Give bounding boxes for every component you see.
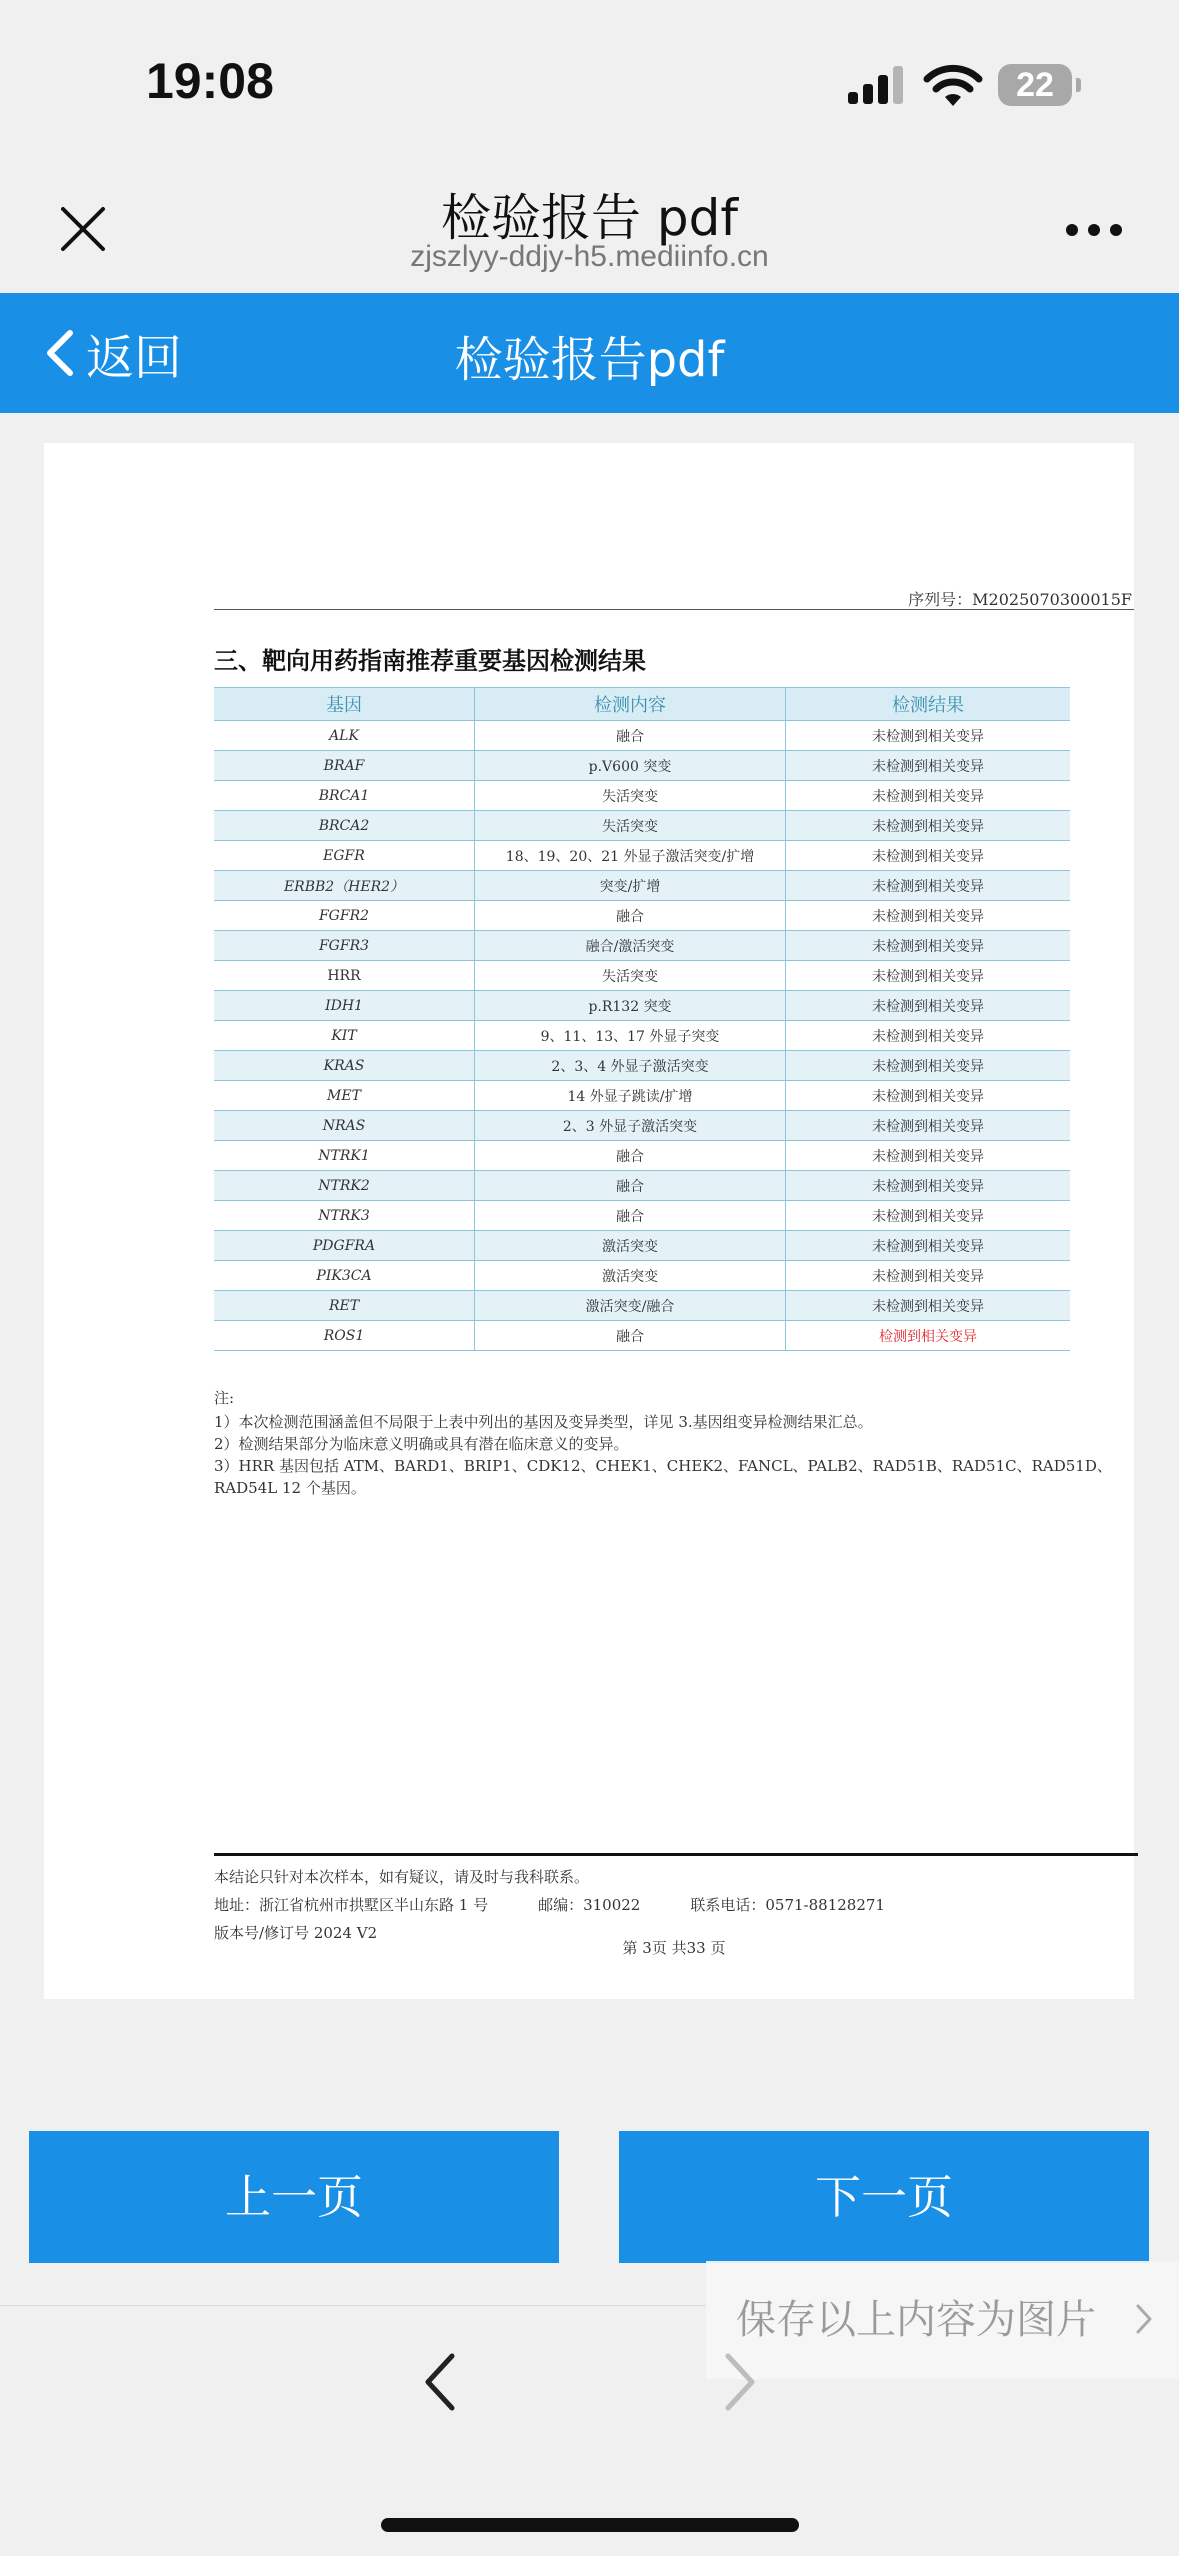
- back-label: 返回: [86, 329, 183, 386]
- page-number: 第 3页 共33 页: [622, 1939, 726, 1957]
- footer-disclaimer: 本结论只针对本次样本，如有疑议，请及时与我科联系。: [214, 1868, 590, 1886]
- content-cell: p.R132 突变: [475, 991, 786, 1021]
- chevron-right-icon: [1135, 2303, 1153, 2335]
- result-cell: 未检测到相关变异: [786, 721, 1071, 751]
- result-cell: 未检测到相关变异: [786, 811, 1071, 841]
- column-header: 检测内容: [475, 688, 786, 721]
- gene-cell: BRCA2: [214, 811, 475, 841]
- gene-cell: KIT: [214, 1021, 475, 1051]
- result-cell: 未检测到相关变异: [786, 1171, 1071, 1201]
- gene-result-table: [214, 687, 1070, 1351]
- gene-cell: FGFR3: [214, 931, 475, 961]
- gene-cell: FGFR2: [214, 901, 475, 931]
- column-header: 检测结果: [786, 688, 1071, 721]
- table-row: [214, 1081, 1070, 1111]
- result-cell: 未检测到相关变异: [786, 841, 1071, 871]
- table-row: [214, 841, 1070, 871]
- table-row: [214, 811, 1070, 841]
- gene-cell: NRAS: [214, 1111, 475, 1141]
- header-divider: [214, 609, 1134, 610]
- gene-cell: KRAS: [214, 1051, 475, 1081]
- result-cell: 未检测到相关变异: [786, 781, 1071, 811]
- content-cell: 融合: [475, 1201, 786, 1231]
- content-cell: 突变/扩增: [475, 871, 786, 901]
- result-cell: 未检测到相关变异: [786, 1081, 1071, 1111]
- result-cell: 未检测到相关变异: [786, 991, 1071, 1021]
- content-cell: 9、11、13、17 外显子突变: [475, 1021, 786, 1051]
- note-item: 3）HRR 基因包括 ATM、BARD1、BRIP1、CDK12、CHEK1、CHEK2、FANCL、PALB2、RAD51B、RAD51C、RAD51D、RAD54L 12 个基因。: [214, 1457, 1112, 1497]
- table-row: [214, 1291, 1070, 1321]
- gene-cell: HRR: [214, 961, 475, 991]
- content-cell: 14 外显子跳读/扩增: [475, 1081, 786, 1111]
- next-page-button[interactable]: 下一页: [619, 2131, 1149, 2263]
- battery-indicator: [998, 64, 1084, 108]
- gene-cell: NTRK1: [214, 1141, 475, 1171]
- table-row: [214, 1321, 1070, 1351]
- cellular-signal-icon: [846, 64, 908, 108]
- notes-section: [214, 1387, 1134, 1499]
- column-header: 基因: [214, 688, 475, 721]
- result-cell: 未检测到相关变异: [786, 931, 1071, 961]
- table-row: [214, 901, 1070, 931]
- note-item: 2）检测结果部分为临床意义明确或具有潜在临床意义的变异。: [214, 1435, 629, 1453]
- table-row: [214, 871, 1070, 901]
- content-cell: 激活突变: [475, 1261, 786, 1291]
- footer-contact-row: [214, 1891, 1134, 1919]
- status-time: 19:08: [146, 53, 274, 109]
- footer-phone: 联系电话：0571-88128271: [690, 1896, 885, 1914]
- browser-url: zjszlyy-ddjy-h5.mediinfo.cn: [410, 240, 769, 273]
- gene-cell: RET: [214, 1291, 475, 1321]
- table-row: [214, 1051, 1070, 1081]
- gene-cell: ERBB2（HER2）: [214, 871, 475, 901]
- result-cell: 未检测到相关变异: [786, 1231, 1071, 1261]
- footer-postcode: 邮编：310022: [538, 1896, 641, 1914]
- gene-cell: PDGFRA: [214, 1231, 475, 1261]
- content-cell: 融合: [475, 901, 786, 931]
- result-cell-positive: 检测到相关变异: [786, 1321, 1071, 1351]
- gene-cell: EGFR: [214, 841, 475, 871]
- result-cell: 未检测到相关变异: [786, 1141, 1071, 1171]
- content-cell: 融合/激活突变: [475, 931, 786, 961]
- home-indicator: [381, 2518, 799, 2532]
- result-cell: 未检测到相关变异: [786, 1051, 1071, 1081]
- browser-title-bar: [0, 160, 1179, 293]
- result-cell: 未检测到相关变异: [786, 1291, 1071, 1321]
- section-title: 三、靶向用药指南推荐重要基因检测结果: [214, 646, 646, 675]
- result-cell: 未检测到相关变异: [786, 901, 1071, 931]
- content-cell: 2、3、4 外显子激活突变: [475, 1051, 786, 1081]
- table-row: [214, 751, 1070, 781]
- pdf-page: [44, 443, 1134, 1999]
- content-cell: 失活突变: [475, 811, 786, 841]
- gene-cell: NTRK2: [214, 1171, 475, 1201]
- notes-label: 注:: [214, 1389, 235, 1407]
- content-cell: 2、3 外显子激活突变: [475, 1111, 786, 1141]
- note-item: 1）本次检测范围涵盖但不局限于上表中列出的基因及变异类型，详见 3.基因组变异检测结果汇总。: [214, 1413, 873, 1431]
- content-cell: 融合: [475, 1141, 786, 1171]
- content-cell: 融合: [475, 721, 786, 751]
- gene-cell: IDH1: [214, 991, 475, 1021]
- table-row: [214, 961, 1070, 991]
- serial-number: 序列号：M2025070300015F: [908, 590, 1132, 609]
- wifi-icon: [922, 64, 984, 110]
- content-cell: 失活突变: [475, 781, 786, 811]
- result-cell: 未检测到相关变异: [786, 871, 1071, 901]
- gene-cell: NTRK3: [214, 1201, 475, 1231]
- gene-cell: ROS1: [214, 1321, 475, 1351]
- result-cell: 未检测到相关变异: [786, 1201, 1071, 1231]
- content-cell: 18、19、20、21 外显子激活突变/扩增: [475, 841, 786, 871]
- table-header-row: [214, 688, 1070, 721]
- footer-address: 地址：浙江省杭州市拱墅区半山东路 1 号: [214, 1896, 489, 1914]
- table-row: [214, 1201, 1070, 1231]
- document-footer: [214, 1863, 1134, 1947]
- save-tip-label: 保存以上内容为图片: [736, 2297, 1096, 2343]
- battery-level: 22: [998, 64, 1072, 106]
- footer-divider: [214, 1853, 1138, 1856]
- gene-cell: BRCA1: [214, 781, 475, 811]
- result-cell: 未检测到相关变异: [786, 1261, 1071, 1291]
- content-cell: 激活突变/融合: [475, 1291, 786, 1321]
- content-cell: 失活突变: [475, 961, 786, 991]
- gene-cell: ALK: [214, 721, 475, 751]
- header-title: 检验报告pdf: [454, 332, 725, 388]
- gene-cell: BRAF: [214, 751, 475, 781]
- table-row: [214, 1171, 1070, 1201]
- battery-tip: [1076, 78, 1081, 92]
- table-row: [214, 721, 1070, 751]
- table-row: [214, 1261, 1070, 1291]
- browser-forward-icon[interactable]: [720, 2350, 760, 2414]
- browser-back-icon[interactable]: [420, 2350, 460, 2414]
- more-options-icon[interactable]: [1064, 222, 1124, 238]
- app-header: [0, 293, 1179, 413]
- content-cell: 融合: [475, 1171, 786, 1201]
- prev-page-button[interactable]: 上一页: [29, 2131, 559, 2263]
- table-row: [214, 1021, 1070, 1051]
- result-cell: 未检测到相关变异: [786, 751, 1071, 781]
- table-row: [214, 781, 1070, 811]
- status-bar: [0, 0, 1179, 160]
- result-cell: 未检测到相关变异: [786, 961, 1071, 991]
- result-cell: 未检测到相关变异: [786, 1111, 1071, 1141]
- table-row: [214, 1141, 1070, 1171]
- gene-cell: PIK3CA: [214, 1261, 475, 1291]
- gene-cell: MET: [214, 1081, 475, 1111]
- table-row: [214, 991, 1070, 1021]
- footer-version: 版本号/修订号 2024 V2: [214, 1924, 378, 1942]
- table-row: [214, 931, 1070, 961]
- result-cell: 未检测到相关变异: [786, 1021, 1071, 1051]
- table-row: [214, 1231, 1070, 1261]
- table-row: [214, 1111, 1070, 1141]
- save-as-image-tip[interactable]: [706, 2261, 1179, 2379]
- content-cell: 融合: [475, 1321, 786, 1351]
- content-cell: p.V600 突变: [475, 751, 786, 781]
- content-cell: 激活突变: [475, 1231, 786, 1261]
- browser-page-title: 检验报告 pdf: [441, 189, 738, 247]
